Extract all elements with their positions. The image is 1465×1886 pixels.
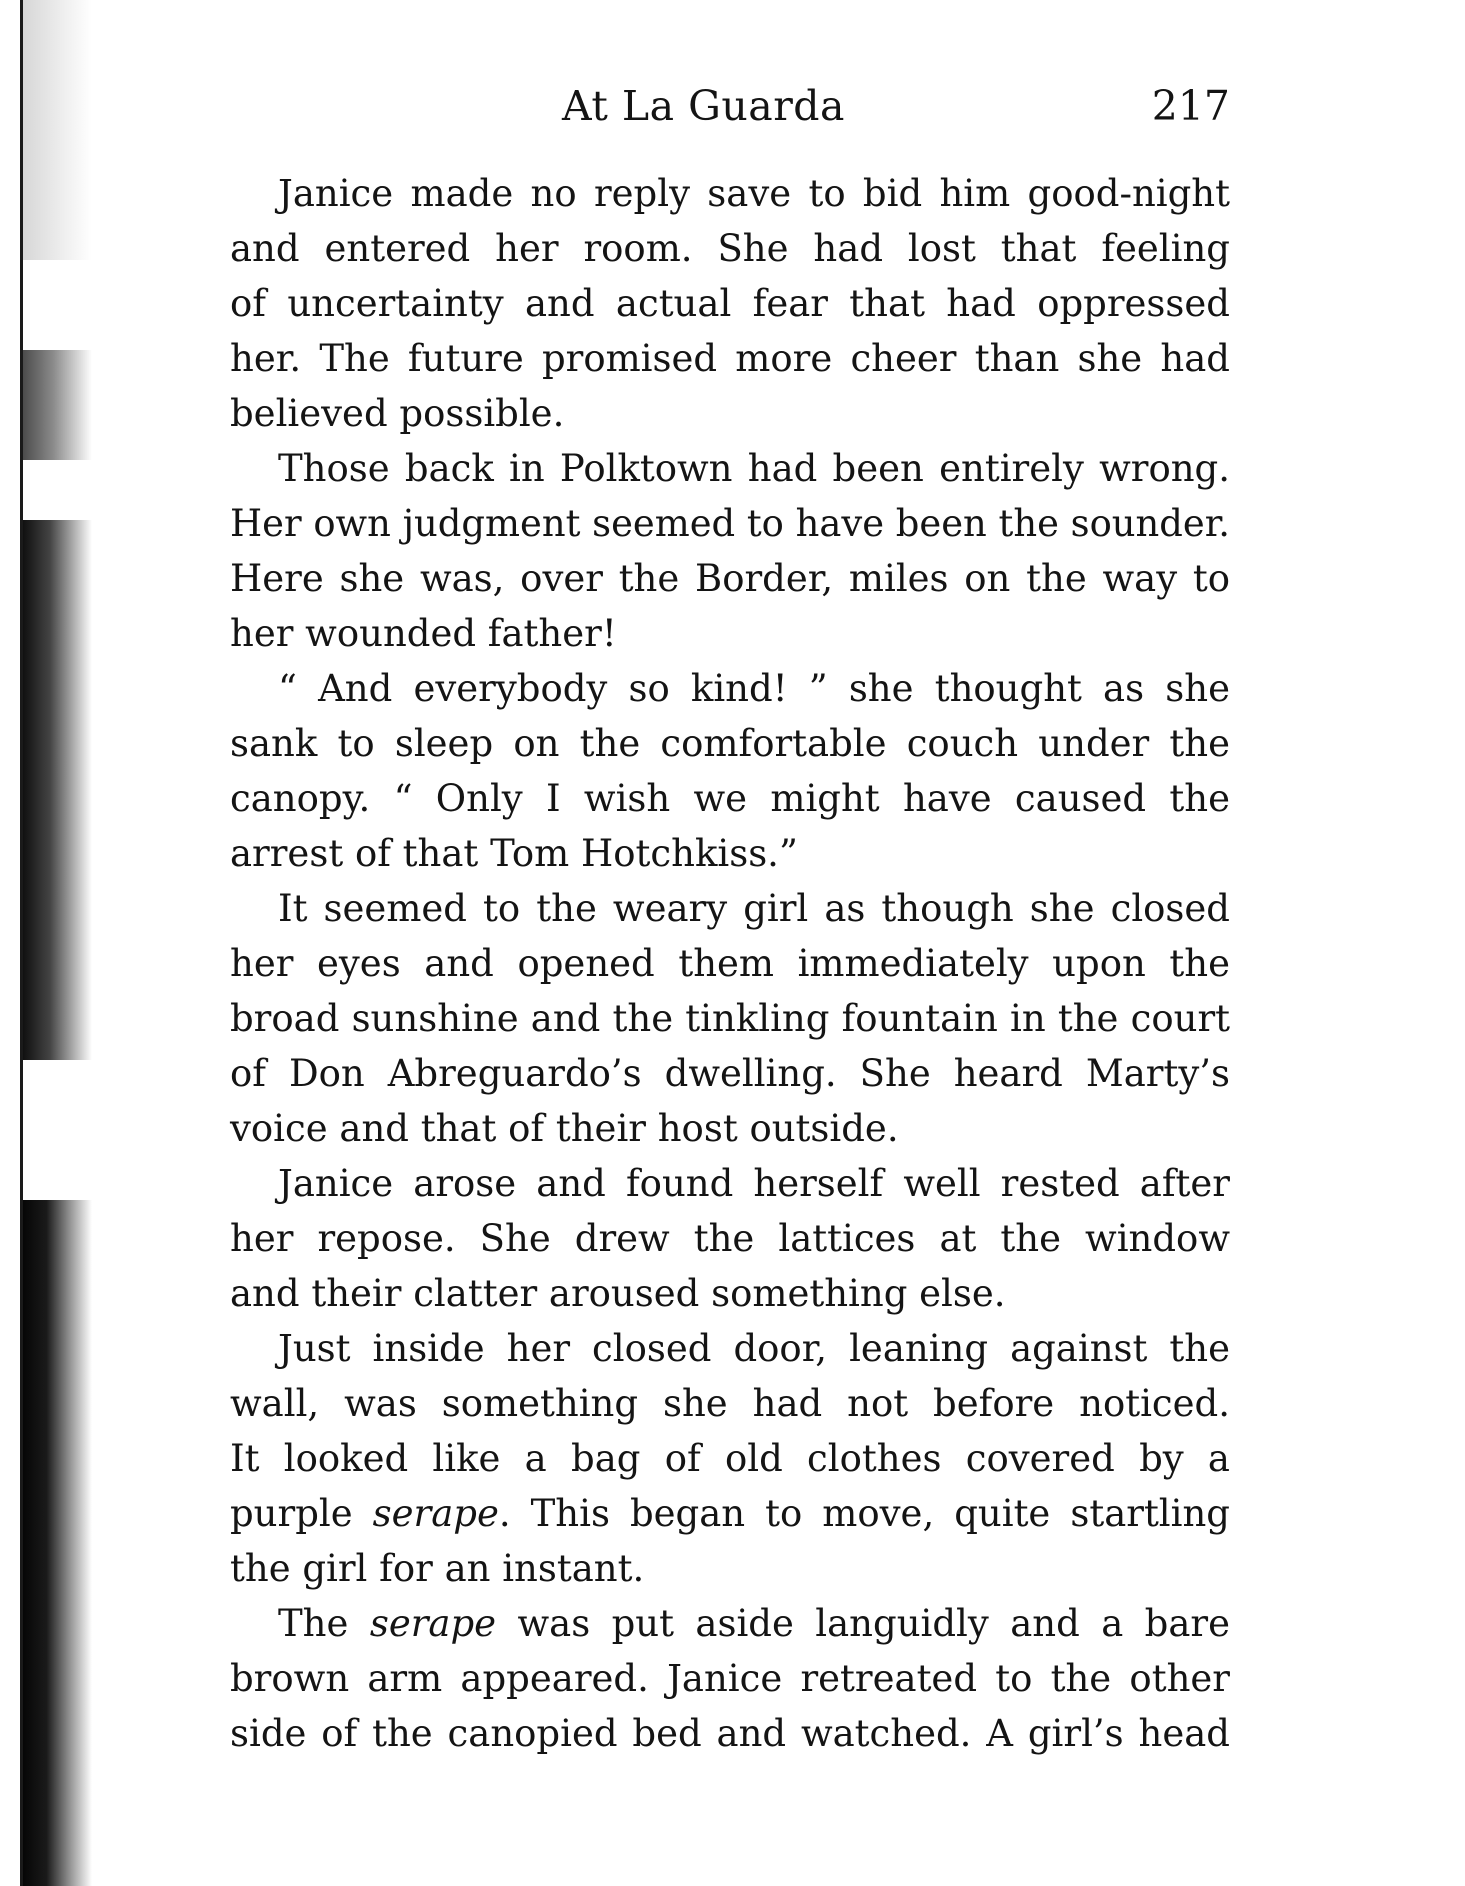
text-line: Those back in Polktown had been entirely wrong.: [278, 447, 1230, 490]
text-line: brown arm appeared. Janice retreated to the other: [230, 1657, 1230, 1700]
text-line: side of the canopied bed and watched. A girl’s head: [230, 1712, 1230, 1755]
body-text: [230, 166, 1230, 1761]
text-line: [230, 1596, 1230, 1651]
italic-term: serape: [369, 1602, 497, 1645]
binding-shadow: [22, 1200, 92, 1886]
paragraph: [230, 661, 1230, 881]
text-run: was put aside languidly and a bare: [496, 1602, 1230, 1645]
text-line: and their clatter aroused something else.: [230, 1272, 1006, 1315]
paragraph: [230, 166, 1230, 441]
text-line: of uncertainty and actual fear that had oppressed: [230, 282, 1230, 325]
text-line: Janice made no reply save to bid him good-night: [278, 172, 1230, 215]
paragraph: [230, 881, 1230, 1156]
binding-shadow: [22, 350, 92, 460]
text-line: wall, was something she had not before noticed.: [230, 1382, 1230, 1425]
text-line: Here she was, over the Border, miles on the way to: [230, 557, 1230, 600]
text-line: arrest of that Tom Hotchkiss.”: [230, 832, 798, 875]
text-line: It looked like a bag of old clothes covered by a: [230, 1437, 1230, 1480]
paragraph: [230, 1321, 1230, 1596]
text-line: Her own judgment seemed to have been the sounder.: [230, 502, 1231, 545]
paragraph: [230, 1156, 1230, 1321]
page-header: [230, 82, 1230, 142]
text-line: broad sunshine and the tinkling fountain in the court: [230, 997, 1230, 1040]
text-line: and entered her room. She had lost that feeling: [230, 227, 1230, 270]
paragraph: [230, 441, 1230, 661]
paragraph: [230, 1596, 1230, 1761]
text-run: purple: [230, 1492, 373, 1535]
text-line: the girl for an instant.: [230, 1547, 645, 1590]
text-line: Just inside her closed door, leaning against the: [278, 1327, 1230, 1370]
text-line: her repose. She drew the lattices at the window: [230, 1217, 1230, 1260]
binding-rule: [20, 0, 23, 1886]
text-line: her eyes and opened them immediately upon the: [230, 942, 1230, 985]
text-run: . This began to move, quite startling: [498, 1492, 1230, 1535]
binding-shadow: [22, 520, 92, 1060]
italic-term: serape: [372, 1492, 499, 1535]
text-run: The: [278, 1602, 370, 1645]
text-line: her wounded father!: [230, 612, 617, 655]
binding-shadow-top: [22, 0, 92, 260]
text-line: her. The future promised more cheer than she had: [230, 337, 1230, 380]
text-line: sank to sleep on the comfortable couch under the: [230, 722, 1230, 765]
text-line: “ And everybody so kind! ” she thought as she: [278, 667, 1230, 710]
page-number: 217: [1151, 82, 1230, 130]
text-line: canopy. “ Only I wish we might have caused the: [230, 777, 1230, 820]
text-line: of Don Abreguardo’s dwelling. She heard Marty’s: [230, 1052, 1230, 1095]
text-line: [230, 1486, 1230, 1541]
text-line: believed possible.: [230, 392, 565, 435]
running-head: At La Guarda: [562, 82, 845, 130]
page-gutter: [0, 0, 110, 1886]
text-line: voice and that of their host outside.: [230, 1107, 899, 1150]
text-line: It seemed to the weary girl as though she closed: [278, 887, 1230, 930]
text-line: Janice arose and found herself well rested after: [278, 1162, 1230, 1205]
